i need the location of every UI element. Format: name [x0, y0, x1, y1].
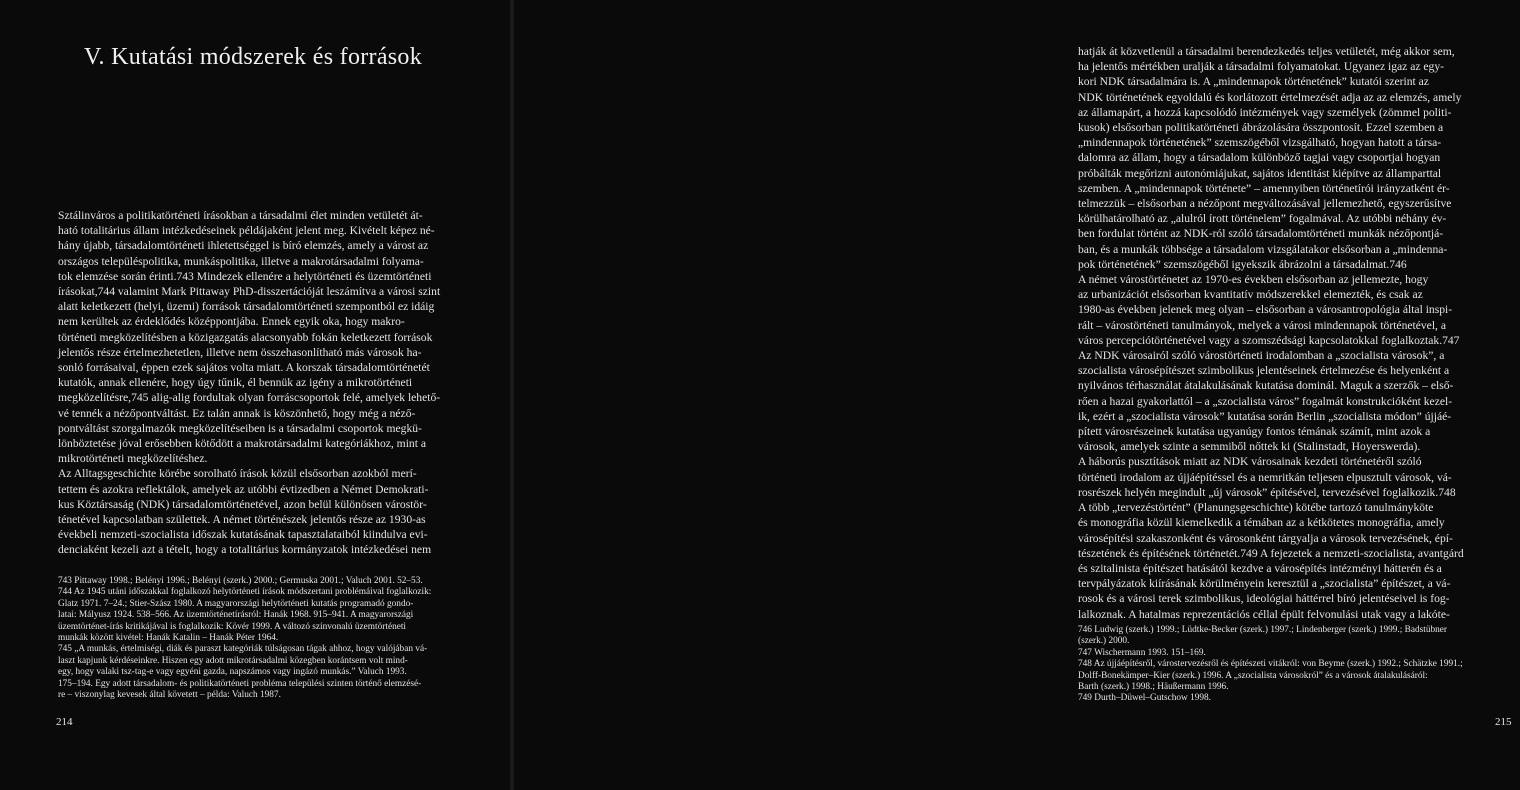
footnote-line: 744 Az 1945 utáni időszakkal foglalkozó helytörténeti írások módszertani problémáival foglalkozik: [58, 587, 432, 598]
text-line: pok történetének” szemszögéből igyekszik ábrázolni a társadalmat.746 [1078, 257, 1407, 271]
text-line: telmezzük – elsősorban a nézőpont megváltozásával jellemezhető, egyszerűsítve [1078, 197, 1452, 211]
footnote-line: latai: Mályusz 1924. 538–566. Az üzemtörténetírásról: Hanák 1968. 915–941. A magyarországi [58, 610, 414, 621]
text-line: rően a hazai gyakorlattól – a „szocialista város” fogalmát konstrukcióként kezel- [1078, 394, 1453, 408]
text-line: évekbeli nemzeti-szocialista időszak kutatásának tapasztalataiból kiindulva evi- [58, 528, 428, 542]
footnote-line: Glatz 1971. 7–24.; Stier-Szász 1980. A magyarországi helytörténeti kutatás programadó gondo- [58, 598, 414, 609]
left-footnotes [58, 576, 498, 701]
text-line: országos településpolitika, munkáspolitika, illetve a makrotársadalmi folyama- [58, 254, 424, 268]
left-body-text [58, 208, 506, 558]
left-page [0, 0, 512, 790]
text-line: ténetével kapcsolatban születtek. A német történészek jelentős része az 1930-as [58, 513, 426, 527]
footnote-line: Dolff-Bonekämper–Kier (szerk.) 1996. A „szocialista városokról” és a városok átalakulásáról: [1078, 670, 1428, 681]
footnote-line: 745 „A munkás, értelmiségi, diák és paraszt kategóriák túlságosan tágak ahhoz, hogy valójában vá- [58, 644, 428, 655]
text-line: tészetének és építésének történetét.749 A fejezetek a nemzeti-szocialista, avantgárd [1078, 546, 1464, 560]
text-line: kori NDK társadalmára is. A „mindennapok történetének” kutatói szerint az [1078, 75, 1429, 89]
text-line: megközelítésre,745 alig-alig fordultak olyan forráscsoportok felé, amelyek lehető- [58, 391, 441, 405]
footnote-line: 749 Durth–Düwel–Gutschow 1998. [1078, 693, 1211, 704]
chapter-title: V. Kutatási módszerek és források [84, 44, 423, 70]
page-number-right: 215 [1495, 716, 1512, 728]
text-line: történeti megközelítésben a közigazgatás alacsonyabb fokán keletkezett források [58, 330, 433, 344]
text-line: A több „tervezéstörtént” (Planungsgeschichte) kötébe tartozó tanulmányköte [1078, 501, 1434, 515]
text-line: Az NDK városairól szóló várostörténeti irodalomban a „szocialista városok”, a [1078, 349, 1445, 363]
text-line: ik, ezért a „szocialista városok” kutatása során Berlin „szocialista módon” újjáé- [1078, 409, 1452, 423]
text-line: kus Köztársaság (NDK) társadalomtörténetével, azon belül különösen várostör- [58, 497, 427, 511]
footnote-line: laszt kapjunk kérdéseinkre. Hiszen egy adott mikrotársadalmi közegben korántsem volt mind- [58, 655, 408, 666]
text-line: városépítési szakaszonként és városonként tárgyalja a városok tervezésének, épí- [1078, 531, 1453, 545]
text-line: dalomra az állam, hogy a társadalom különböző tagjai vagy csoportjai hogyan [1078, 151, 1441, 165]
text-line: A háborús pusztítások miatt az NDK városainak kezdeti történetéről szóló [1078, 455, 1422, 469]
text-line: tettem és azokra reflektálok, amelyek az utóbbi évtizedben a Német Demokrati- [58, 482, 429, 496]
text-line: NDK történetének egyoldalú és korlátozott értelmezését adja az az elemzés, amely [1078, 90, 1462, 104]
footnote-line: 746 Ludwig (szerk.) 1999.; Lüdtke-Becker (szerk.) 1997.; Lindenberger (szerk.) 1999.; Badstübner [1078, 625, 1448, 635]
text-line: kusok) elsősorban politikatörténeti ábrázolására összpontosít. Ezzel szemben a [1078, 121, 1444, 135]
text-line: „mindennapok történetének” szemszögéből vizsgálható, hogyan hatott a társa- [1078, 136, 1442, 150]
text-line: rosrészek helyén megindult „új városok” építésével, tervezésével foglalkozik.748 [1078, 485, 1456, 499]
text-line: hány újabb, társadalomtörténeti ihletettséggel is bíró elemzés, amely a várost az [58, 239, 429, 253]
text-line: sonló forrásaival, éppen ezek sajátos volta miatt. A korszak társadalomtörténetét [58, 361, 430, 375]
text-line: Sztálinváros a politikatörténeti írásokban a társadalmi élet minden vetületét át- [58, 209, 423, 222]
text-line: Az Alltagsgeschichte körébe sorolható írások közül elsősorban azokból merí- [58, 467, 417, 481]
footnote-line: 747 Wischermann 1993. 151–169. [1078, 647, 1206, 658]
footnote-line: 743 Pittaway 1998.; Belényi 1996.; Belényi (szerk.) 2000.; Germuska 2001.; Valuch 2001. 52–53. [58, 576, 423, 586]
text-line: denciaként kezeli azt a tételt, hogy a totalitárius kormányzatok intézkedései nem [58, 543, 432, 557]
text-line: mikrotörténeti megközelítéshez. [58, 452, 208, 466]
text-line: alatt keletkezett (helyi, üzemi) források társadalomtörténeti szempontból ez idáig [58, 300, 435, 314]
text-line: és szitalinista építészet hatásától kezdve a városépítés intézményi hátterén és a [1078, 561, 1442, 575]
text-line: ban, és a munkák többsége a társadalom vizsgálatakor elsősorban a „mindenna- [1078, 242, 1448, 256]
text-line: ható totalitárius állam intézkedéseinek példájaként jelent meg. Kivételt képez né- [58, 224, 435, 238]
text-line: körülhatárolható az „alulról írott történelem” fogalmával. Az utóbbi néhány év- [1078, 212, 1447, 226]
text-line: szemben. A „mindennapok története” – amennyiben történetírói irányzatként ér- [1078, 181, 1450, 195]
text-line: és monográfia közül kiemelkedik a témában az a kétkötetes monográfia, amely [1078, 516, 1445, 530]
footnote-line: re – viszonylag kevesek által követett – példa: Valuch 1987. [58, 690, 281, 701]
text-line: ha jelentős mértékben uralják a társadalmi folyamatokat. Ugyanez igaz az egy- [1078, 60, 1445, 74]
text-line: írásokat,744 valamint Mark Pittaway PhD-disszertációját leszámítva a városi szint [58, 285, 441, 299]
right-body-text [1078, 44, 1520, 622]
footnote-line: (szerk.) 2000. [1078, 636, 1130, 647]
text-line: rosok és a városi terek szimbolikus, ideológiai háttérrel bíró jelentéseivel is fog- [1078, 592, 1450, 606]
text-line: tervpályázatok kiírásának körülményein keresztül a „szocialista” építészet, a vá- [1078, 577, 1451, 591]
text-line: lönböztetése jóval erősebben kötődött a makrotársadalmi kategóriákhoz, mint a [58, 437, 426, 451]
text-line: nem kerültek az érdeklődés középpontjába. Ennek egyik oka, hogy makro- [58, 315, 405, 329]
text-line: próbálták megőrizni autonómiájukat, sajátos identitást kiépítve az államparttal [1078, 166, 1442, 180]
text-line: lalkoznak. A hatalmas reprezentációs céllal épült felvonulási utak vagy a lakóte- [1078, 607, 1450, 621]
text-line: kutatók, annak ellenére, hogy úgy tűnik, él bennük az igény a mikrotörténeti [58, 376, 413, 390]
footnote-line: Barth (szerk.) 1998.; Häußermann 1996. [1078, 682, 1229, 693]
text-line: szocialista városépítészet szimbolikus jelentéseinek értelmezése és helyenként a [1078, 364, 1450, 378]
text-line: jelentős része értelmezhetetlen, illetve nem összehasonlítható más városok ha- [58, 345, 422, 359]
text-line: pített városrészeinek kutatása ugyanúgy fontos témának számít, mint azok a [1078, 425, 1431, 439]
footnote-line: munkák között kivétel: Hanák Katalin – Hanák Péter 1964. [58, 633, 279, 644]
footnote-line: üzemtörténet-írás kritikájával is foglalkozik: Kövér 1999. A változó színvonalú üzemtörténeti [58, 621, 407, 632]
right-footnotes [1078, 625, 1518, 705]
footnote-line: 175–194. Egy adott társadalom- és politikatörténeti probléma települési szinten történő elemzésé- [58, 678, 422, 689]
footnote-line: 748 Az újjáépítésről, várostervezésről és építészeti vitákról: von Beyme (szerk.) 1992.; Schätzke 1991.; [1078, 659, 1463, 670]
text-line: A német várostörténetet az 1970-es években elsősorban az jellemezte, hogy [1078, 273, 1429, 287]
footnote-line: egy, hogy valaki tsz-tag-e vagy egyéni gazda, napszámos vagy ingázó munkás.” Valuch 1993. [58, 667, 407, 678]
text-line: az államapárt, a hozzá kapcsolódó intézmények vagy személyek (zömmel politi- [1078, 105, 1452, 119]
text-line: városok, amelyek szinte a semmiből nőttek ki (Stalinstadt, Hoyerswerda). [1078, 440, 1421, 454]
text-line: város percepciótörténetével vagy a szomszédsági kapcsolatokkal foglalkoztak.747 [1078, 333, 1460, 347]
text-line: rált – várostörténeti tanulmányok, melyek a városi mindennapok történetével, a [1078, 318, 1446, 332]
text-line: az urbanizációt elsősorban kvantitatív módszerekkel elemezték, és csak az [1078, 288, 1423, 302]
text-line: hatják át közvetlenül a társadalmi berendezkedés teljes vetületét, még akkor sem, [1078, 45, 1455, 58]
text-line: vé tennék a nézőpontváltást. Ez talán annak is köszönhető, hogy még a néző- [58, 406, 416, 420]
page-number-left: 214 [56, 716, 73, 728]
text-line: pontváltást szorgalmazók megközelítéseiben is a társadalmi csoportok megkü- [58, 421, 422, 435]
text-line: ben fordulat történt az NDK-ról szóló társadalomtörténeti munkák nézőpontjá- [1078, 227, 1444, 241]
text-line: történeti irodalom az újjáépítéssel és a nemritkán teljesen elpusztult városok, vá- [1078, 470, 1452, 484]
text-line: tok elemzése során érinti.743 Mindezek ellenére a helytörténeti és üzemtörténeti [58, 269, 432, 283]
right-page [512, 0, 1512, 790]
text-line: 1980-as években jelenek meg olyan – elsősorban a városantropológia által inspi- [1078, 303, 1453, 317]
text-line: nyilvános térhasználat átalakulásának kutatása dominál. Maguk a szerzők – első- [1078, 379, 1454, 393]
